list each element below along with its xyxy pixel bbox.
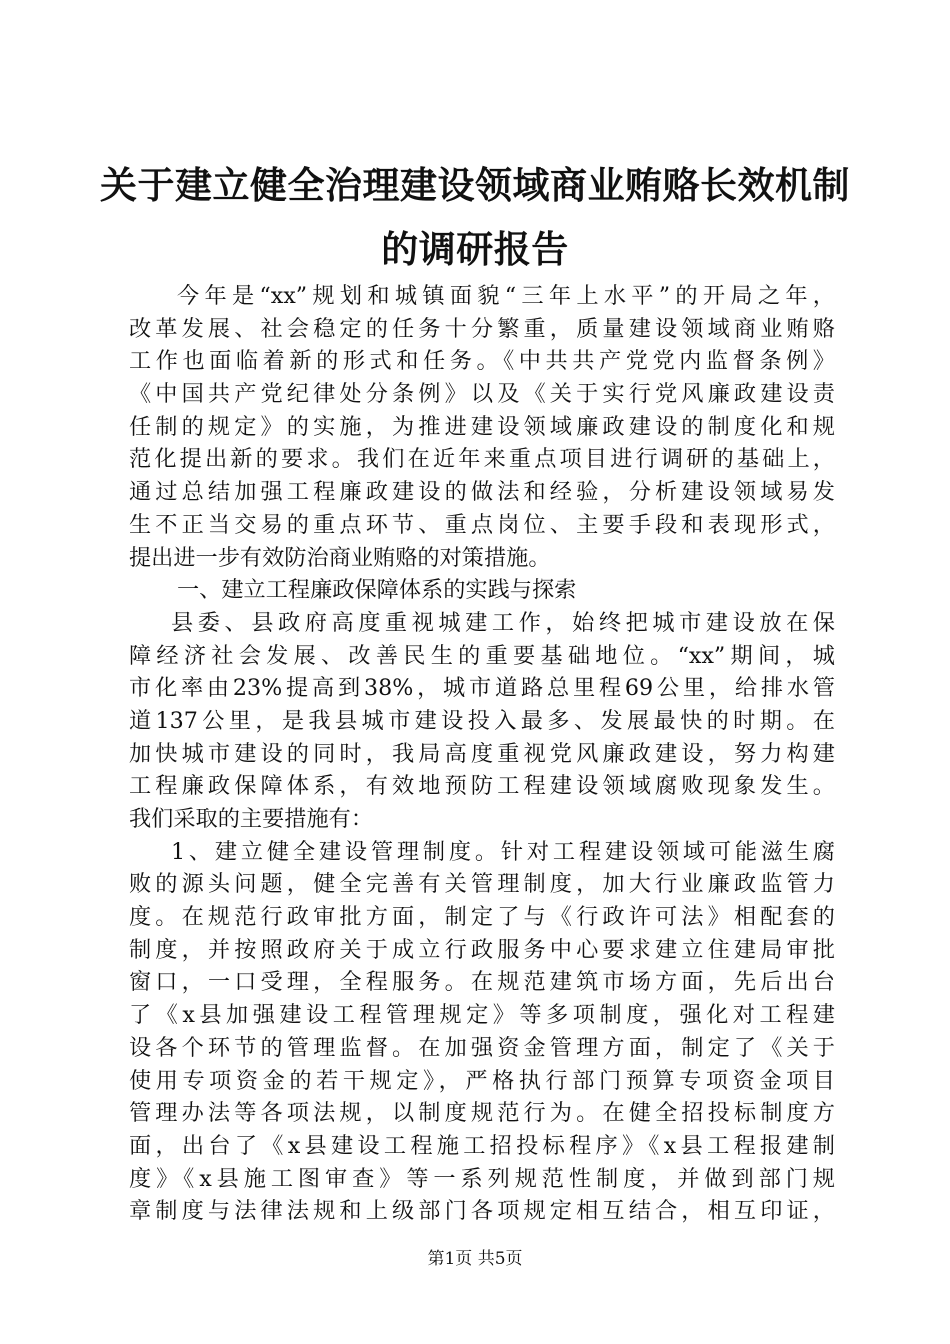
- paragraph-3-line: 使用专项资金的若干规定》，严格执行部门预算专项资金项目: [129, 1067, 835, 1094]
- paragraph-1-line: 改革发展、社会稳定的任务十分繁重，质量建设领域商业贿赂: [129, 315, 835, 342]
- paragraph-2-line: 道137公里，是我县城市建设投入最多、发展最快的时期。在: [129, 707, 835, 734]
- paragraph-2-line: 我们采取的主要措施有：: [129, 806, 374, 832]
- section-heading-1: 一、建立工程廉政保障体系的实践与探索: [177, 577, 577, 604]
- paragraph-2-line: 市化率由23%提高到38%，城市道路总里程69公里，给排水管: [129, 675, 835, 702]
- page-number-footer: 第1页 共5页: [427, 1249, 523, 1269]
- paragraph-3-line: 败的源头问题，健全完善有关管理制度，加大行业廉政监管力: [129, 871, 835, 898]
- paragraph-3-line: 管理办法等各项法规，以制度规范行为。在健全招投标制度方: [129, 1100, 835, 1127]
- document-title-line-2: 的调研报告: [381, 227, 569, 271]
- paragraph-3-line: 设各个环节的管理监督。在加强资金管理方面，制定了《关于: [129, 1034, 835, 1061]
- paragraph-3-line: 度》《x县施工图审查》等一系列规范性制度，并做到部门规: [129, 1165, 835, 1192]
- paragraph-1-line: 生不正当交易的重点环节、重点岗位、主要手段和表现形式，: [129, 511, 835, 538]
- paragraph-2-line: 县委、县政府高度重视城建工作，始终把城市建设放在保: [171, 609, 835, 636]
- paragraph-3-line: 了《x县加强建设工程管理规定》等多项制度，强化对工程建: [129, 1002, 835, 1029]
- paragraph-1-line: 范化提出新的要求。我们在近年来重点项目进行调研的基础上，: [129, 446, 835, 473]
- paragraph-1-line: 《中国共产党纪律处分条例》以及《关于实行党风廉政建设责: [129, 381, 835, 408]
- paragraph-3-line: 1、建立健全建设管理制度。针对工程建设领域可能滋生腐: [171, 838, 835, 865]
- paragraph-2-line: 工程廉政保障体系，有效地预防工程建设领域腐败现象发生。: [129, 773, 835, 800]
- paragraph-3-line: 章制度与法律法规和上级部门各项规定相互结合，相互印证，: [129, 1198, 835, 1225]
- paragraph-1-line: 通过总结加强工程廉政建设的做法和经验，分析建设领域易发: [129, 479, 835, 506]
- document-body: [129, 280, 835, 1228]
- paragraph-1-line: 任制的规定》的实施，为推进建设领域廉政建设的制度化和规: [129, 413, 835, 440]
- paragraph-3-line: 窗口，一口受理，全程服务。在规范建筑市场方面，先后出台: [129, 969, 835, 996]
- paragraph-3-line: 制度，并按照政府关于成立行政服务中心要求建立住建局审批: [129, 936, 835, 963]
- paragraph-2-line: 加快城市建设的同时，我局高度重视党风廉政建设，努力构建: [129, 740, 835, 767]
- paragraph-1-line: 今年是“xx”规划和城镇面貌“三年上水平”的开局之年，: [177, 283, 835, 309]
- paragraph-1-line: 提出进一步有效防治商业贿赂的对策措施。: [129, 544, 551, 571]
- paragraph-1-line: 工作也面临着新的形式和任务。《中共共产党党内监督条例》: [129, 348, 835, 375]
- paragraph-2-line: 障经济社会发展、改善民生的重要基础地位。“xx”期间，城: [129, 642, 835, 669]
- paragraph-3-line: 面，出台了《x县建设工程施工招投标程序》《x县工程报建制: [129, 1132, 835, 1159]
- document-title-line-1: 关于建立健全治理建设领域商业贿赂长效机制: [100, 163, 850, 207]
- paragraph-3-line: 度。在规范行政审批方面，制定了与《行政许可法》相配套的: [129, 904, 835, 931]
